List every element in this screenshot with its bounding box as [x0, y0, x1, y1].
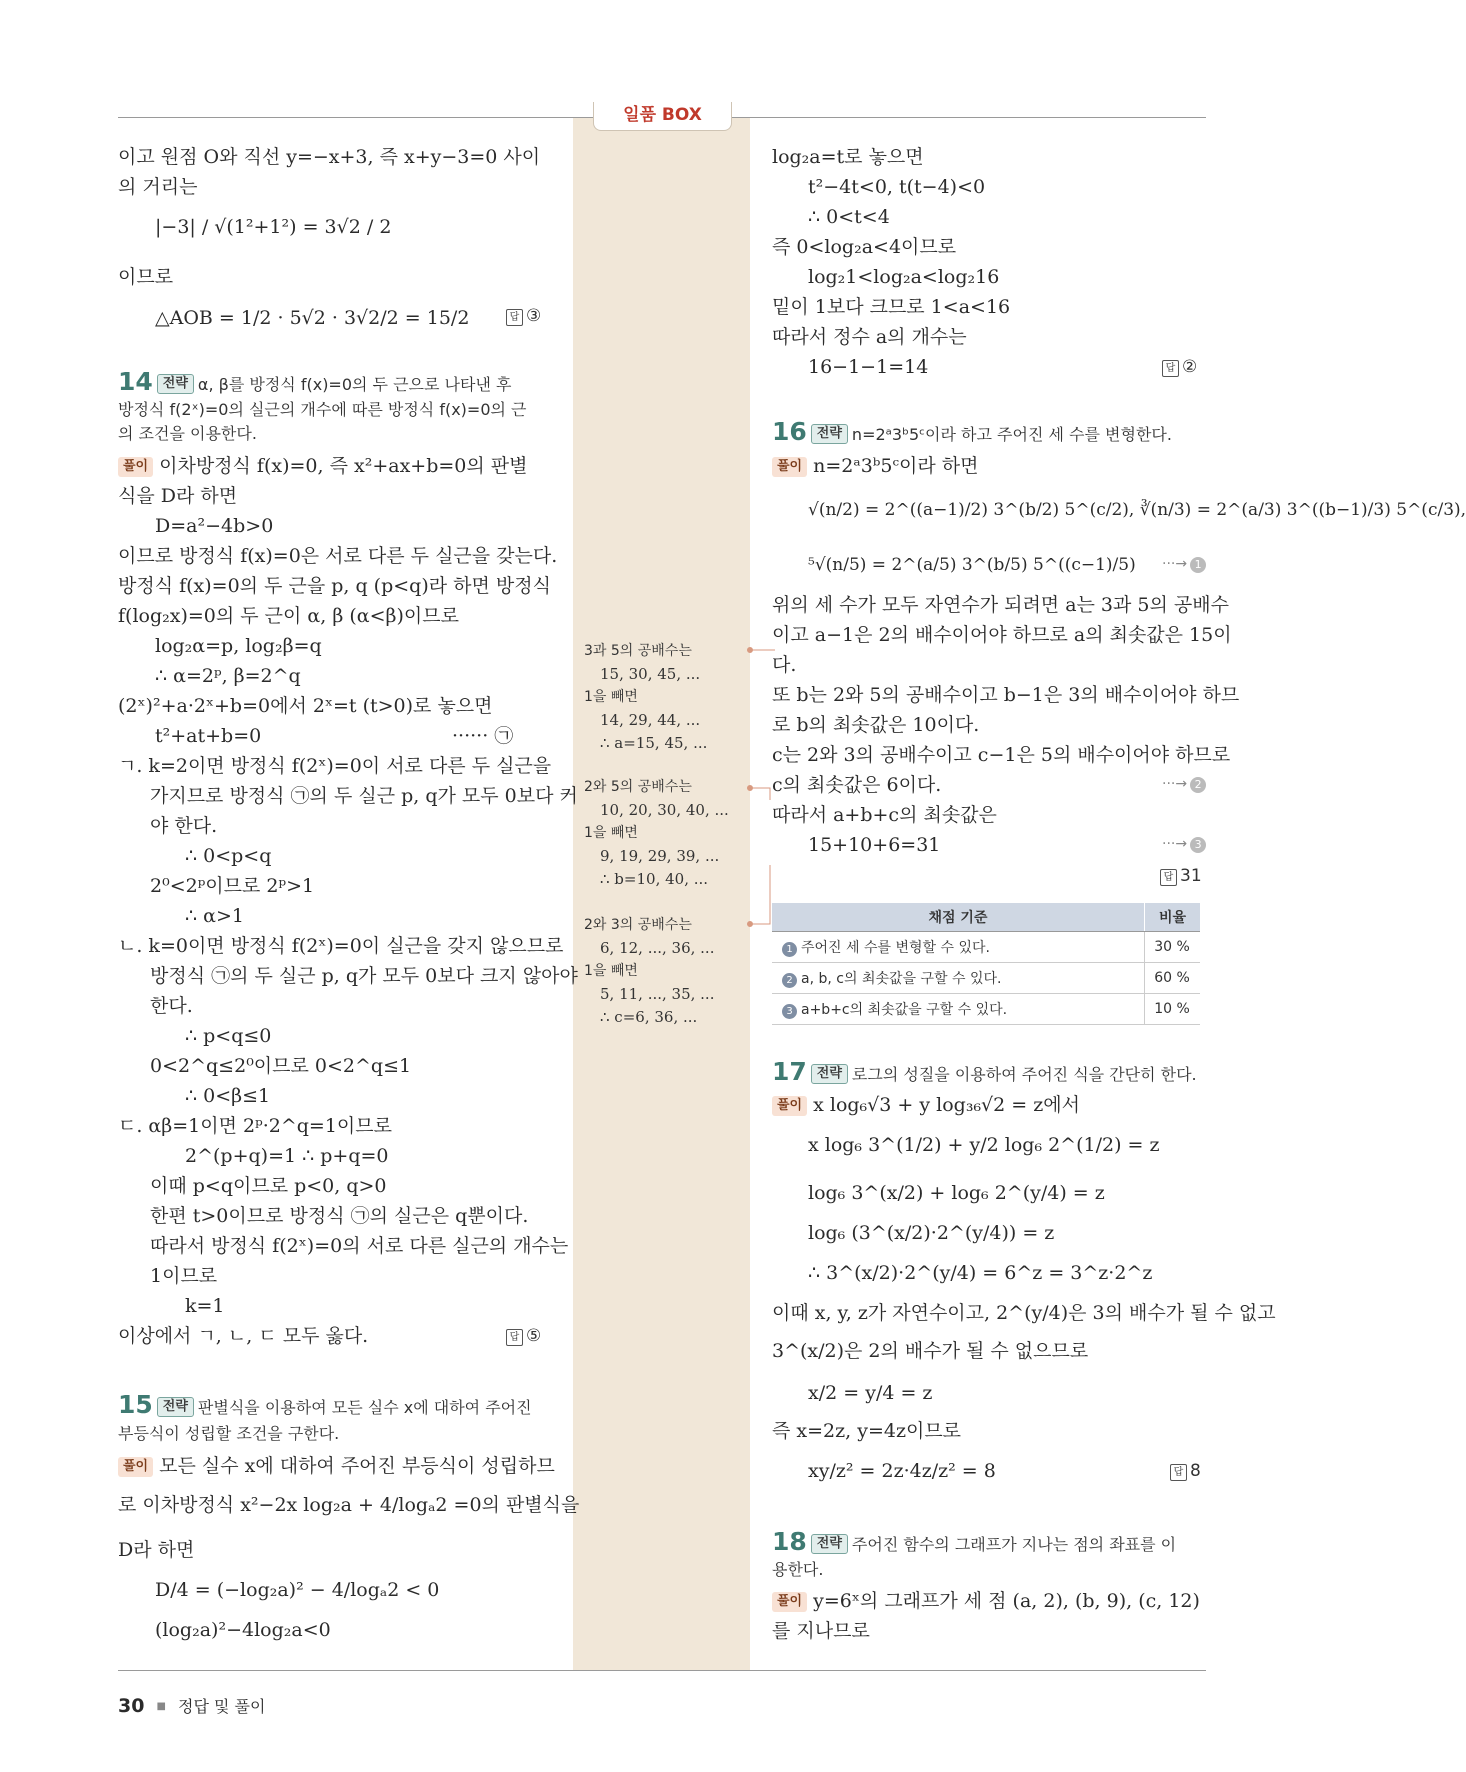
footer-bullet: ■ — [156, 1701, 166, 1712]
q14-line: 풀이 이차방정식 f(x)=0, 즉 x²+ax+b=0의 판별 — [118, 451, 527, 481]
q16-radical-expression-3: ⁵√(n/5) = 2^(a/5) 3^(b/5) 5^((c−1)/5) — [808, 555, 1136, 575]
left-line-2: 의 거리는 — [118, 176, 198, 198]
q14-line: 방정식 f(x)=0의 두 근을 p, q (p<q)라 하면 방정식 — [118, 575, 551, 597]
q14-line: 1이므로 — [150, 1265, 218, 1287]
answer-icon: 답 — [1170, 1464, 1187, 1481]
grading-table-header: 채점 기준 비율 — [772, 903, 1200, 932]
right-line: 밑이 1보다 크므로 1<a<16 — [772, 296, 1011, 318]
q14-line: 가지므로 방정식 ㉠의 두 실근 p, q가 모두 0보다 커 — [150, 785, 578, 807]
q14-strategy-2: 방정식 f(2ˣ)=0의 실근의 개수에 따른 방정식 f(x)=0의 근 — [118, 400, 527, 419]
step-marker-1: ···→ 1 — [1162, 556, 1206, 573]
strategy-tag: 전략 — [157, 1397, 194, 1417]
q16-strategy: n=2ᵃ3ᵇ5ᶜ이라 하고 주어진 세 수를 변형한다. — [851, 425, 1172, 444]
q17-line: xy/z² = 2z·4z/z² = 8 — [808, 1460, 996, 1482]
q14-number: 14 — [118, 367, 153, 396]
q18-strategy-1: 주어진 함수의 그래프가 지나는 점의 좌표를 이 — [851, 1535, 1177, 1554]
q16-number: 16 — [772, 417, 807, 446]
q14-line: ∴ α>1 — [185, 905, 244, 927]
q18-line-1: 풀이 y=6ˣ의 그래프가 세 점 (a, 2), (b, 9), (c, 12) — [772, 1586, 1200, 1616]
q16-header — [772, 417, 1172, 447]
answer-17: 답 8 — [1170, 1461, 1201, 1481]
q18-number: 18 — [772, 1527, 807, 1556]
q17-strategy: 로그의 성질을 이용하여 주어진 식을 간단히 한다. — [851, 1065, 1197, 1084]
answer-16: 답 31 — [1160, 866, 1202, 886]
solution-tag: 풀이 — [772, 1592, 807, 1612]
strategy-tag: 전략 — [811, 1534, 848, 1554]
box-group-b: 2와 5의 공배수는 10, 20, 30, 40, ... 1을 빼면 9, 19, 29, 39, ... ∴ b=10, 40, ... — [584, 779, 729, 888]
q16-line: 또 b는 2와 5의 공배수이고 b−1은 3의 배수이어야 하므 — [772, 684, 1240, 706]
triangle-area-formula: △AOB = 1/2 · 5√2 · 3√2/2 = 15/2 — [155, 307, 470, 329]
footer-rule — [118, 1670, 1206, 1671]
q14-line: log₂α=p, log₂β=q — [155, 635, 322, 657]
q14-line: f(log₂x)=0의 두 근이 α, β (α<β)이므로 — [118, 605, 459, 627]
q17-line: 이때 x, y, z가 자연수이고, 2^(y/4)은 3의 배수가 될 수 없고 — [772, 1302, 1276, 1324]
q14-strategy-1: α, β를 방정식 f(x)=0의 두 근으로 나타낸 후 — [197, 375, 512, 394]
q14-line: ∴ 0<β≤1 — [185, 1085, 271, 1107]
q14-equation-mark: ······ ㉠ — [452, 725, 514, 747]
q14-line: ㄴ. k=0이면 방정식 f(2ˣ)=0이 실근을 갖지 않으므로 — [118, 935, 564, 957]
answer-icon: 답 — [1160, 869, 1177, 886]
q17-line: 3^(x/2)은 2의 배수가 될 수 없으므로 — [772, 1340, 1089, 1362]
q16-line: 따라서 a+b+c의 최솟값은 — [772, 804, 997, 826]
solution-tag: 풀이 — [118, 1457, 153, 1477]
q18-line-2: 를 지나므로 — [772, 1620, 870, 1642]
strategy-tag: 전략 — [157, 374, 194, 394]
q14-line: 이므로 방정식 f(x)=0은 서로 다른 두 실근을 갖는다. — [118, 545, 558, 567]
right-line: log₂a=t로 놓으면 — [772, 146, 924, 168]
distance-formula: |−3| / √(1²+1²) = 3√2 / 2 — [155, 216, 392, 238]
strategy-tag: 전략 — [811, 1064, 848, 1084]
right-line: 따라서 정수 a의 개수는 — [772, 326, 967, 348]
q14-line: 야 한다. — [150, 815, 218, 837]
q17-line: log₆ (3^(x/2)·2^(y/4)) = z — [808, 1222, 1055, 1244]
answer-icon: 답 — [506, 1329, 523, 1346]
q14-line: ㄷ. αβ=1이면 2ᵖ·2^q=1이므로 — [118, 1115, 392, 1137]
box-connector-lines — [700, 640, 780, 940]
q16-line: 15+10+6=31 — [808, 834, 941, 856]
q17-line: 풀이 x log₆√3 + y log₃₆√2 = z에서 — [772, 1090, 1080, 1120]
strategy-tag: 전략 — [811, 424, 848, 444]
q15-line: D라 하면 — [118, 1539, 195, 1561]
answer-13: 답 ③ — [506, 306, 541, 326]
table-row: 1 주어진 세 수를 변형할 수 있다. 30 % — [772, 932, 1200, 963]
q14-line: 한편 t>0이므로 방정식 ㉠의 실근은 q뿐이다. — [150, 1205, 529, 1227]
q15-line: 로 이차방정식 x²−2x log₂a + 4/logₐ2 =0의 판별식을 — [118, 1494, 580, 1516]
q14-line: D=a²−4b>0 — [155, 515, 274, 537]
q17-header — [772, 1057, 1197, 1087]
q15-line: (log₂a)²−4log₂a<0 — [155, 1619, 331, 1641]
q15-strategy-2: 부등식이 성립할 조건을 구한다. — [118, 1424, 340, 1443]
solution-tag: 풀이 — [772, 1096, 807, 1116]
q16-line: 다. — [772, 654, 797, 676]
page-number: 30 — [118, 1695, 145, 1717]
q14-line: 한다. — [150, 995, 193, 1017]
q17-line: 즉 x=2z, y=4z이므로 — [772, 1420, 962, 1442]
q17-line: ∴ 3^(x/2)·2^(y/4) = 6^z = 3^z·2^z — [808, 1262, 1153, 1284]
box-group-c: 2와 3의 공배수는 6, 12, ..., 36, ... 1을 빼면 5, 11, ..., 35, ... ∴ c=6, 36, ... — [584, 917, 715, 1026]
q15-line: 풀이 모든 실수 x에 대하여 주어진 부등식이 성립하므 — [118, 1451, 555, 1481]
q14-line: 식을 D라 하면 — [118, 485, 238, 507]
q14-line: 2^(p+q)=1 ∴ p+q=0 — [185, 1145, 389, 1167]
q14-line: ∴ α=2ᵖ, β=2^q — [155, 665, 301, 687]
step-marker-3: ···→ 3 — [1162, 836, 1206, 853]
step-marker-2: ···→ 2 — [1162, 776, 1206, 793]
q14-line: ㄱ. k=2이면 방정식 f(2ˣ)=0이 서로 다른 두 실근을 — [118, 755, 552, 777]
box-group-a: 3과 5의 공배수는 15, 30, 45, ... 1을 빼면 14, 29, 44, ... ∴ a=15, 45, ... — [584, 643, 708, 752]
q17-line: x/2 = y/4 = z — [808, 1382, 933, 1404]
q15-number: 15 — [118, 1390, 153, 1419]
q14-line: 2⁰<2ᵖ이므로 2ᵖ>1 — [150, 875, 315, 897]
q16-line: 로 b의 최솟값은 10이다. — [772, 714, 980, 736]
answer-icon: 답 — [1162, 360, 1179, 377]
q16-line: 위의 세 수가 모두 자연수가 되려면 a는 3과 5의 공배수 — [772, 594, 1229, 616]
q15-line: D/4 = (−log₂a)² − 4/logₐ2 < 0 — [155, 1579, 440, 1601]
answer-15: 답 ② — [1162, 357, 1197, 377]
q15-strategy-1: 판별식을 이용하여 모든 실수 x에 대하여 주어진 — [197, 1398, 532, 1417]
q14-line: 이상에서 ㄱ, ㄴ, ㄷ 모두 옳다. — [118, 1325, 369, 1347]
q14-line: 따라서 방정식 f(2ˣ)=0의 서로 다른 실근의 개수는 — [150, 1235, 569, 1257]
q16-line: c의 최솟값은 6이다. — [772, 774, 942, 796]
left-line-1: 이고 원점 O와 직선 y=−x+3, 즉 x+y−3=0 사이 — [118, 146, 541, 168]
solution-tag: 풀이 — [118, 457, 153, 477]
q17-line: x log₆ 3^(1/2) + y/2 log₆ 2^(1/2) = z — [808, 1134, 1160, 1156]
q18-header — [772, 1527, 1212, 1557]
q14-line: 방정식 ㉠의 두 실근 p, q가 모두 0보다 크지 않아야 — [150, 965, 578, 987]
q14-line: (2ˣ)²+a·2ˣ+b=0에서 2ˣ=t (t>0)로 놓으면 — [118, 695, 493, 717]
q15-header — [118, 1390, 558, 1420]
q14-line: 0<2^q≤2⁰이므로 0<2^q≤1 — [150, 1055, 412, 1077]
table-row: 2 a, b, c의 최솟값을 구할 수 있다. 60 % — [772, 963, 1200, 994]
grading-table — [772, 903, 1200, 1025]
q16-line: 이고 a−1은 2의 배수이어야 하므로 a의 최솟값은 15이 — [772, 624, 1232, 646]
answer-icon: 답 — [506, 309, 523, 326]
answer-14: 답 ⑤ — [506, 1326, 541, 1346]
right-line: t²−4t<0, t(t−4)<0 — [808, 176, 986, 198]
q16-line-1: 풀이 n=2ᵃ3ᵇ5ᶜ이라 하면 — [772, 451, 979, 481]
q14-line: ∴ 0<p<q — [185, 845, 272, 867]
q14-line: 이때 p<q이므로 p<0, q>0 — [150, 1175, 387, 1197]
q14-line: t²+at+b=0 — [155, 725, 262, 747]
left-line-4: 이므로 — [118, 266, 174, 288]
q14-strategy-3: 의 조건을 이용한다. — [118, 424, 257, 443]
solution-tag: 풀이 — [772, 457, 807, 477]
right-line: log₂1<log₂a<log₂16 — [808, 266, 1000, 288]
right-line: 16−1−1=14 — [808, 356, 929, 378]
q16-line: c는 2와 3의 공배수이고 c−1은 5의 배수이어야 하므로 — [772, 744, 1231, 766]
footer — [118, 1694, 265, 1717]
footer-section: 정답 및 풀이 — [178, 1697, 266, 1716]
box-header-tab — [593, 102, 732, 131]
table-row: 3 a+b+c의 최솟값을 구할 수 있다. 10 % — [772, 994, 1200, 1025]
q14-line: k=1 — [185, 1295, 225, 1317]
q17-line: log₆ 3^(x/2) + log₆ 2^(y/4) = z — [808, 1182, 1105, 1204]
right-line: 즉 0<log₂a<4이므로 — [772, 236, 957, 258]
q17-number: 17 — [772, 1057, 807, 1086]
q14-header — [118, 367, 558, 397]
right-line: ∴ 0<t<4 — [808, 206, 890, 228]
q18-strategy-2: 용한다. — [772, 1560, 824, 1579]
q16-radical-expressions: √(n/2) = 2^((a−1)/2) 3^(b/2) 5^(c/2), ∛(n/3) = 2^(a/3) 3^((b−1)/3) 5^(c/3), — [808, 500, 1466, 520]
q14-line: ∴ p<q≤0 — [185, 1025, 272, 1047]
box-header-label: 일품 BOX — [623, 105, 702, 125]
